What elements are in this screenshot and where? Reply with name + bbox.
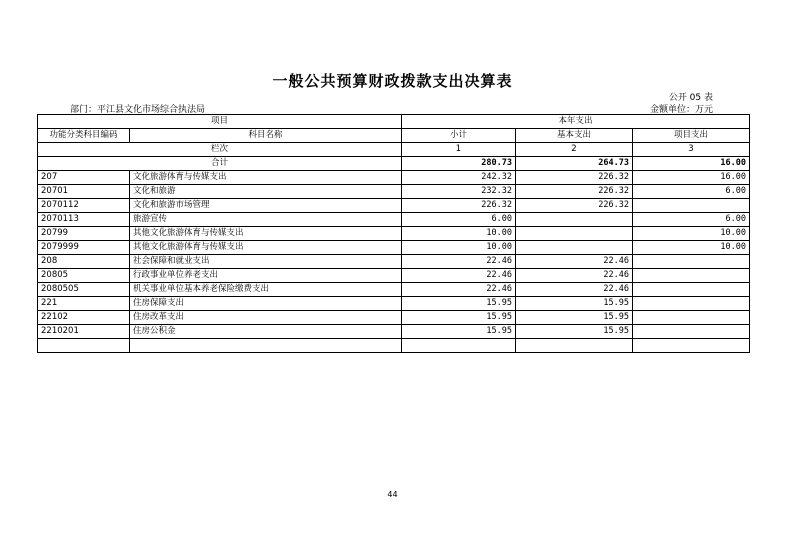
row-basic: 22.46: [516, 269, 633, 283]
group-item-header: 项目: [38, 115, 402, 129]
row-name: 文化和旅游: [130, 185, 402, 199]
row-basic: 15.95: [516, 311, 633, 325]
row-subtotal: 226.32: [402, 199, 516, 213]
row-subtotal: 232.32: [402, 185, 516, 199]
row-basic: 226.32: [516, 185, 633, 199]
seq-3: 3: [633, 143, 750, 157]
row-project: 6.00: [633, 185, 750, 199]
col-name-header: 科目名称: [130, 129, 402, 143]
row-name: 行政事业单位养老支出: [130, 269, 402, 283]
row-subtotal: 15.95: [402, 325, 516, 339]
row-name: 文化旅游体育与传媒支出: [130, 171, 402, 185]
row-code: 207: [38, 171, 130, 185]
col-code-header: 功能分类科目编码: [38, 129, 130, 143]
table-row: [38, 227, 750, 241]
total-project: 16.00: [633, 157, 750, 171]
row-code: 2210201: [38, 325, 130, 339]
row-name: 社会保障和就业支出: [130, 255, 402, 269]
table-row: [38, 255, 750, 269]
row-code: 22102: [38, 311, 130, 325]
row-basic: [516, 241, 633, 255]
row-subtotal: 10.00: [402, 241, 516, 255]
table-row: [38, 171, 750, 185]
row-basic: 226.32: [516, 171, 633, 185]
row-subtotal: 242.32: [402, 171, 516, 185]
header-group-row: [38, 115, 750, 129]
row-code: 2079999: [38, 241, 130, 255]
amount-unit-label: 金额单位：万元: [649, 105, 713, 115]
row-name: 其他文化旅游体育与传媒支出: [130, 241, 402, 255]
row-subtotal: 6.00: [402, 213, 516, 227]
col-subtotal-header: 小计: [402, 129, 516, 143]
row-code: 208: [38, 255, 130, 269]
row-project: 10.00: [633, 227, 750, 241]
row-subtotal: 22.46: [402, 255, 516, 269]
row-project: [633, 255, 750, 269]
table-row: [38, 339, 750, 353]
form-number: 公开 05 表: [668, 93, 713, 103]
seq-1: 1: [402, 143, 516, 157]
row-code: 2080505: [38, 283, 130, 297]
total-row: [38, 157, 750, 171]
col-project-header: 项目支出: [633, 129, 750, 143]
row-subtotal: 10.00: [402, 227, 516, 241]
table-row: [38, 311, 750, 325]
row-basic: 226.32: [516, 199, 633, 213]
row-name: 住房保障支出: [130, 297, 402, 311]
table-row: [38, 325, 750, 339]
row-name: 机关事业单位基本养老保险缴费支出: [130, 283, 402, 297]
table-row: [38, 241, 750, 255]
row-project: [633, 297, 750, 311]
row-name: 旅游宣传: [130, 213, 402, 227]
row-code: 20799: [38, 227, 130, 241]
total-label: 合计: [38, 157, 402, 171]
expenditure-table: [37, 114, 750, 353]
table-row: [38, 283, 750, 297]
row-code: 2070113: [38, 213, 130, 227]
row-subtotal: [402, 339, 516, 353]
row-subtotal: 22.46: [402, 269, 516, 283]
row-project: [633, 269, 750, 283]
row-subtotal: 22.46: [402, 283, 516, 297]
table-row: [38, 185, 750, 199]
department-label: 部门：平江县文化市场综合执法局: [70, 105, 206, 115]
seq-label: 栏次: [38, 143, 402, 157]
row-project: [633, 311, 750, 325]
total-basic: 264.73: [516, 157, 633, 171]
total-subtotal: 280.73: [402, 157, 516, 171]
row-project: 6.00: [633, 213, 750, 227]
row-code: 221: [38, 297, 130, 311]
page-number: 44: [387, 490, 398, 499]
row-basic: [516, 213, 633, 227]
row-name: 文化和旅游市场管理: [130, 199, 402, 213]
row-name: 其他文化旅游体育与传媒支出: [130, 227, 402, 241]
seq-row: [38, 143, 750, 157]
row-code: 20805: [38, 269, 130, 283]
page-title: 一般公共预算财政拨款支出决算表: [272, 72, 513, 90]
table-row: [38, 269, 750, 283]
row-project: 10.00: [633, 241, 750, 255]
row-basic: 15.95: [516, 325, 633, 339]
header-column-row: [38, 129, 750, 143]
table-row: [38, 213, 750, 227]
table-row: [38, 297, 750, 311]
row-code: 2070112: [38, 199, 130, 213]
row-subtotal: 15.95: [402, 311, 516, 325]
seq-2: 2: [516, 143, 633, 157]
row-basic: 22.46: [516, 283, 633, 297]
row-code: [38, 339, 130, 353]
row-project: 16.00: [633, 171, 750, 185]
row-subtotal: 15.95: [402, 297, 516, 311]
row-project: [633, 283, 750, 297]
row-basic: [516, 339, 633, 353]
group-expense-header: 本年支出: [402, 115, 750, 129]
row-name: 住房改革支出: [130, 311, 402, 325]
row-name: [130, 339, 402, 353]
col-basic-header: 基本支出: [516, 129, 633, 143]
row-project: [633, 325, 750, 339]
row-name: 住房公积金: [130, 325, 402, 339]
row-project: [633, 339, 750, 353]
row-basic: 22.46: [516, 255, 633, 269]
row-basic: 15.95: [516, 297, 633, 311]
row-basic: [516, 227, 633, 241]
row-code: 20701: [38, 185, 130, 199]
table-row: [38, 199, 750, 213]
row-project: [633, 199, 750, 213]
